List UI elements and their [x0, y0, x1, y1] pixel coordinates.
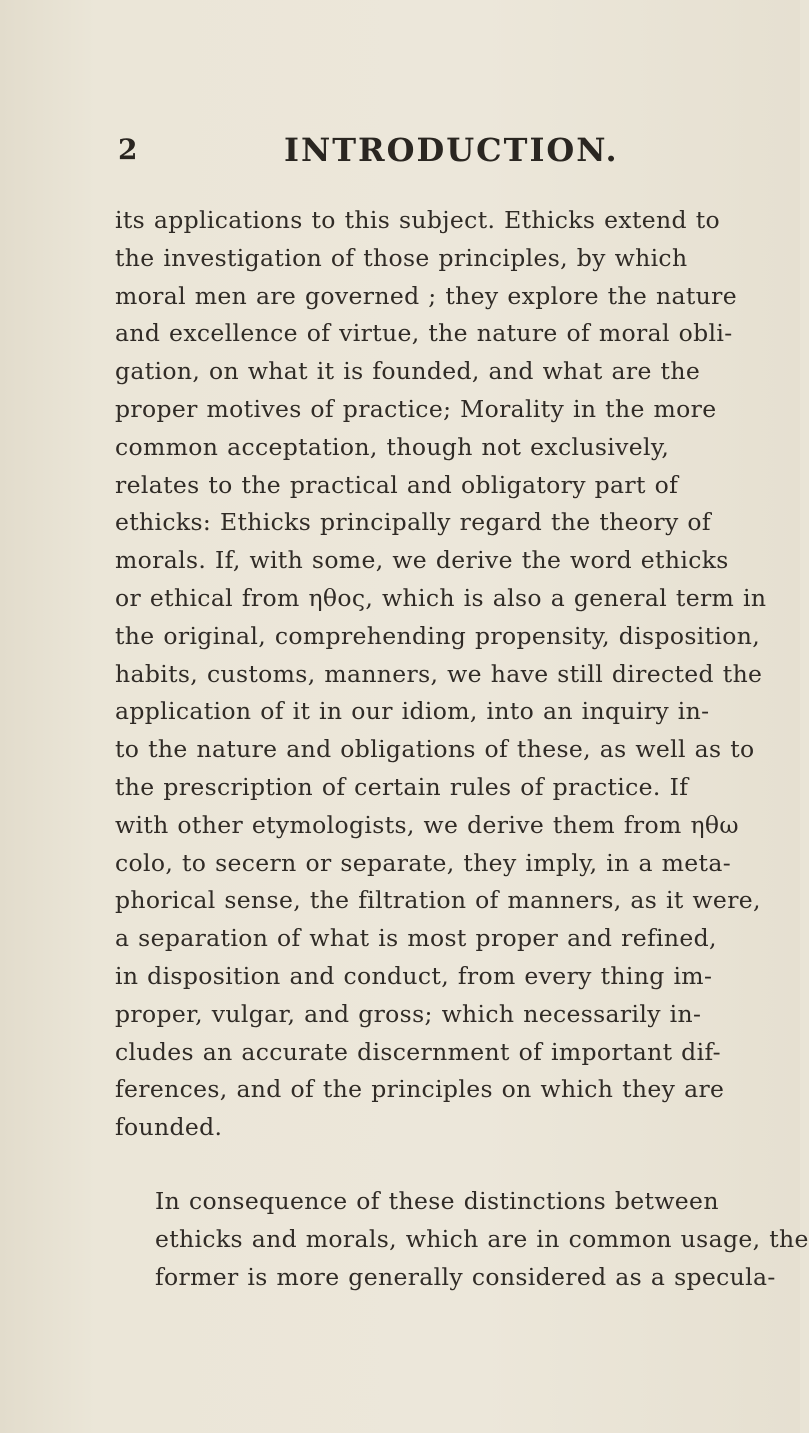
text-line: relates to the practical and obligatory part of [115, 470, 679, 499]
text-line: proper, vulgar, and gross; which necessarily in- [115, 999, 702, 1028]
text-line: the prescription of certain rules of practice. If [115, 772, 689, 801]
text-line: habits, customs, manners, we have still directed the [115, 659, 763, 688]
text-line: proper motives of practice; Morality in the more [115, 394, 717, 423]
page-header [118, 128, 738, 172]
text-line: ferences, and of the principles on which they are [115, 1075, 725, 1104]
text-line: former is more generally considered as a specula- [155, 1262, 776, 1291]
page-number: 2 [118, 133, 138, 166]
text-line: colo, to secern or separate, they imply, in a meta- [115, 848, 731, 877]
text-line: cludes an accurate discernment of important dif- [115, 1037, 721, 1066]
body-text [115, 202, 809, 1296]
text-line: the original, comprehending propensity, disposition, [115, 621, 761, 650]
text-line: with other etymologists, we derive them from ηθω [115, 810, 739, 839]
text-line: in disposition and conduct, from every thing im- [115, 961, 713, 990]
text-line: In consequence of these distinctions between [155, 1186, 719, 1215]
text-line: common acceptation, though not exclusively, [115, 432, 670, 461]
text-line: a separation of what is most proper and refined, [115, 924, 717, 953]
text-line: ethicks: Ethicks principally regard the theory of [115, 508, 711, 537]
text-line: morals. If, with some, we derive the word ethicks [115, 546, 729, 575]
text-line: gation, on what it is founded, and what are the [115, 357, 701, 386]
paragraph-2 [115, 1183, 809, 1296]
text-line: moral men are governed ; they explore the nature [115, 281, 737, 310]
text-line: its applications to this subject. Ethicks extend to [115, 206, 721, 234]
paragraph-1 [115, 202, 767, 1147]
text-line: or ethical from ηθος, which is also a general term in [115, 583, 767, 612]
text-line: founded. [115, 1113, 223, 1142]
text-line: the investigation of those principles, by which [115, 243, 688, 272]
text-line: application of it in our idiom, into an inquiry in- [115, 697, 710, 726]
text-line: phorical sense, the filtration of manners, as it were, [115, 886, 761, 915]
text-line: to the nature and obligations of these, as well as to [115, 735, 755, 764]
text-line: and excellence of virtue, the nature of moral obli- [115, 319, 733, 348]
running-head: INTRODUCTION. [284, 131, 619, 169]
text-line: ethicks and morals, which are in common usage, the [155, 1224, 809, 1253]
